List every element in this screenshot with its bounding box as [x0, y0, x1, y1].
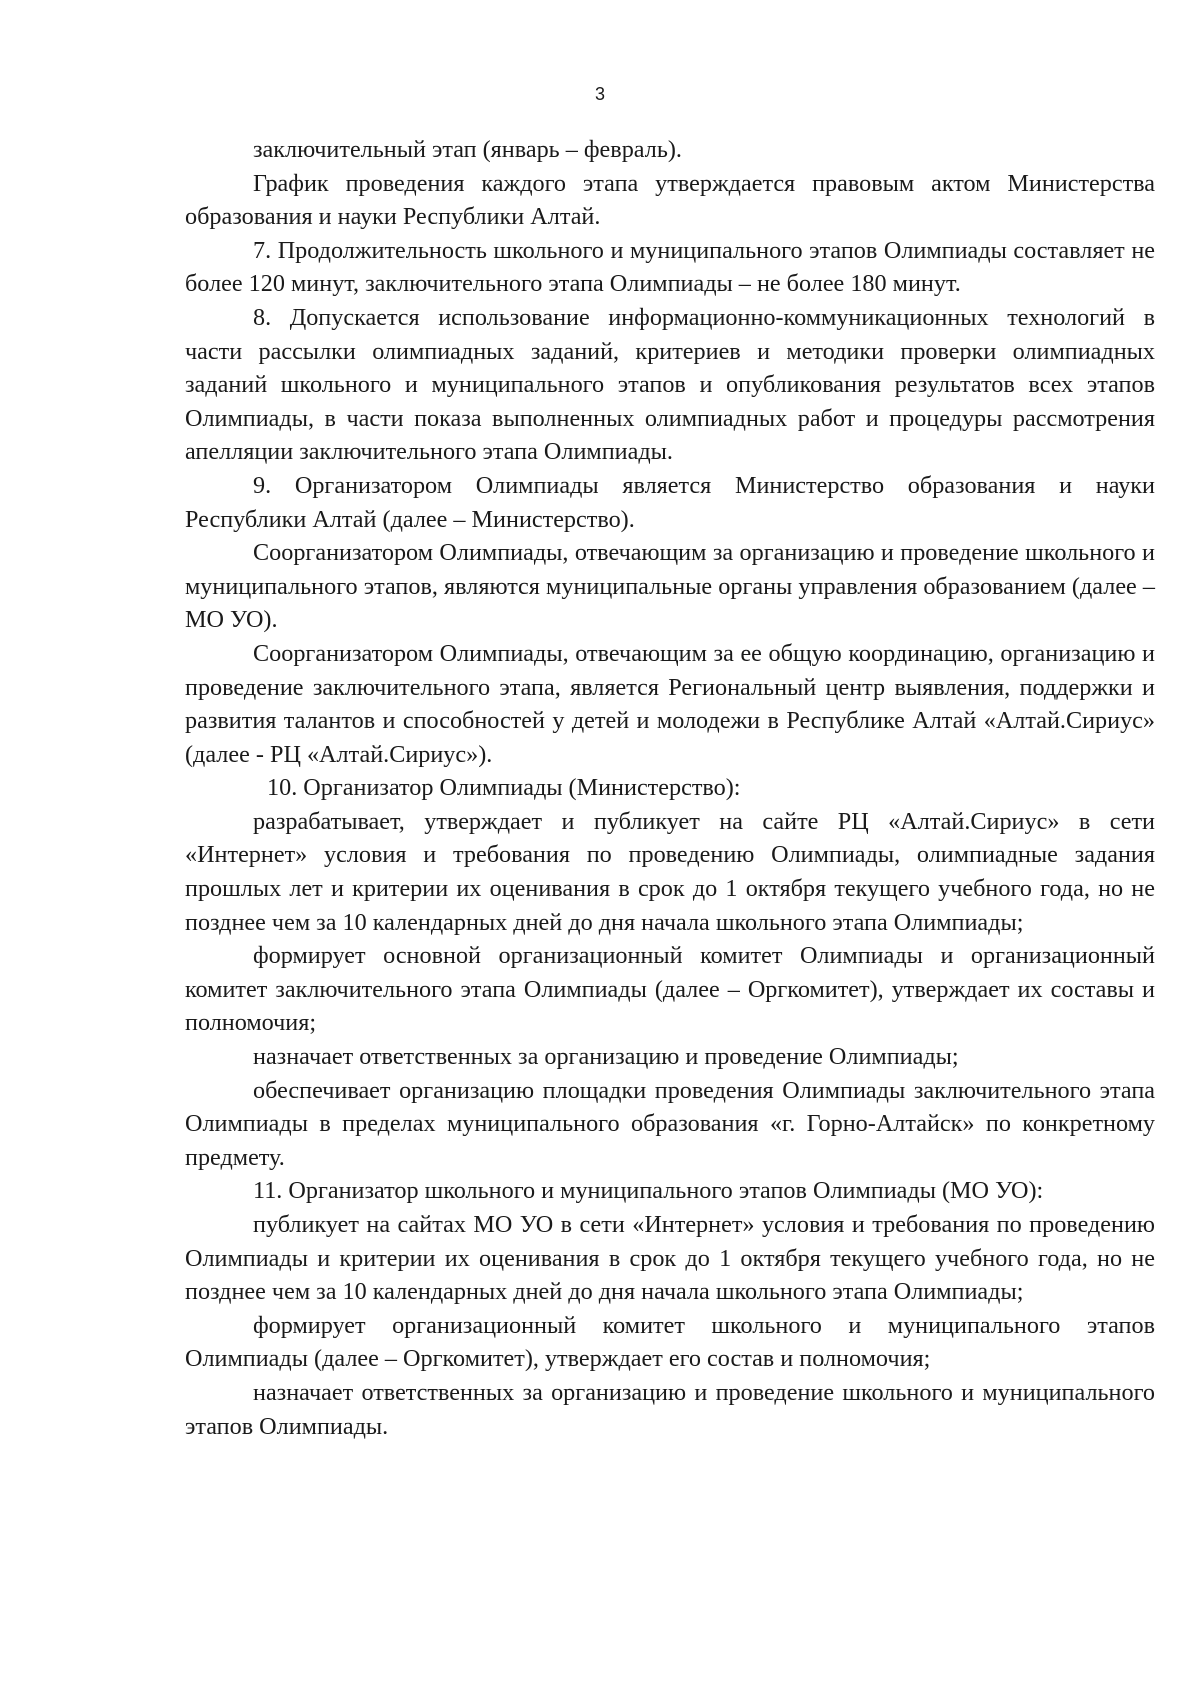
paragraph-forms-committee: формирует основной организационный комитет Олимпиады и организационный комитет заключительного этапа Олимпиады (далее – Оргкомитет), утверждает их составы и полномочия;: [185, 942, 1155, 1037]
paragraph-municipal-organizer-heading: 11. Организатор школьного и муниципального этапов Олимпиады (МО УО):: [253, 1177, 1044, 1205]
paragraph-co-organizer-municipal: Соорганизатором Олимпиады, отвечающим за организацию и проведение школьного и муниципального этапов, являются муниципальные органы управления образованием (далее – МО УО).: [185, 539, 1155, 634]
page-number: 3: [594, 84, 605, 104]
paragraph-municipal-forms-committee: формирует организационный комитет школьного и муниципального этапов Олимпиады (далее – Оргкомитет), утверждает его состав и полномочия;: [185, 1311, 1155, 1373]
paragraph-municipal-publishes: публикует на сайтах МО УО в сети «Интернет» условия и требования по проведению Олимпиады и критерии их оценивания в срок до 1 октября текущего учебного года, но не позднее чем за 10 календарных дней до дня начала школьного этапа Олимпиады;: [185, 1211, 1155, 1306]
paragraph-organizer: 9. Организатором Олимпиады является Министерство образования и науки Республики Алтай (далее – Министерство).: [185, 471, 1155, 533]
paragraph-appoints-responsible: назначает ответственных за организацию и проведение Олимпиады;: [253, 1043, 959, 1071]
paragraph-publishes-conditions: разрабатывает, утверждает и публикует на сайте РЦ «Алтай.Сириус» в сети «Интернет» условия и требования по проведению Олимпиады, олимпиадные задания прошлых лет и критерии их оценивания в срок до 1 октября текущего учебного года, но не позднее чем за 10 календарных дней до дня начала школьного этапа Олимпиады;: [185, 807, 1155, 936]
paragraph-municipal-appoints: назначает ответственных за организацию и проведение школьного и муниципального этапов Олимпиады.: [185, 1378, 1155, 1440]
paragraph-final-stage: заключительный этап (январь – февраль).: [253, 136, 682, 163]
paragraph-duration: 7. Продолжительность школьного и муниципального этапов Олимпиады составляет не более 120 минут, заключительного этапа Олимпиады – не более 180 минут.: [185, 236, 1155, 298]
document-body: [185, 133, 1155, 1443]
paragraph-co-organizer-regional: Соорганизатором Олимпиады, отвечающим за ее общую координацию, организацию и проведение заключительного этапа, является Региональный центр выявления, поддержки и развития талантов и способностей у детей и молодежи в Республике Алтай «Алтай.Сириус» (далее - РЦ «Алтай.Сириус»).: [185, 639, 1155, 768]
paragraph-ict-usage: 8. Допускается использование информационно-коммуникационных технологий в части рассылки олимпиадных заданий, критериев и методики проверки олимпиадных заданий школьного и муниципального этапов и опубликования результатов всех этапов Олимпиады, в части показа выполненных олимпиадных работ и процедуры рассмотрения апелляции заключительного этапа Олимпиады.: [185, 303, 1155, 466]
paragraph-provides-venue: обеспечивает организацию площадки проведения Олимпиады заключительного этапа Олимпиады в пределах муниципального образования «г. Горно-Алтайск» по конкретному предмету.: [185, 1076, 1155, 1171]
paragraph-schedule: График проведения каждого этапа утверждается правовым актом Министерства образования и науки Республики Алтай.: [185, 169, 1155, 231]
paragraph-organizer-duties-heading: 10. Организатор Олимпиады (Министерство):: [267, 774, 741, 802]
